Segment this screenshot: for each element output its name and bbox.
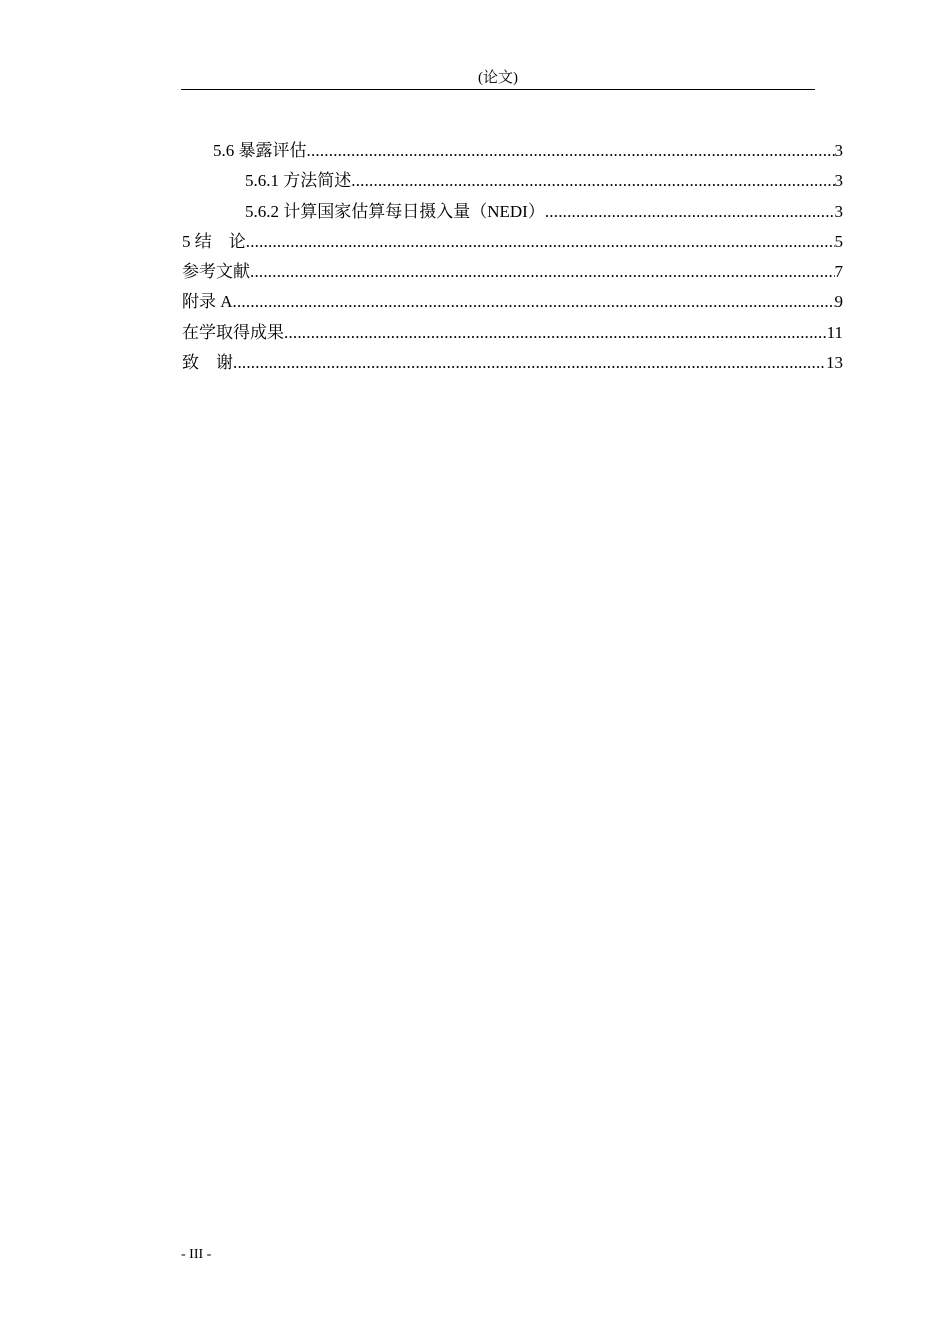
toc-entry-label: 5.6 暴露评估	[213, 141, 307, 160]
toc-dot-leader	[351, 166, 834, 196]
toc-entry-label: 参考文献	[182, 262, 250, 282]
toc-entry-label: 5.6.2 计算国家估算每日摄入量（NEDI）	[245, 201, 545, 221]
toc-entry-achievements[interactable]	[182, 318, 843, 348]
toc-entry-page: 3	[834, 201, 843, 221]
toc-entry-exposure-assessment[interactable]	[182, 136, 843, 166]
toc-entry-label: 致 谢	[182, 353, 233, 373]
toc-entry-conclusion[interactable]	[182, 227, 843, 257]
toc-entry-page: 11	[826, 322, 843, 342]
toc-dot-leader	[233, 348, 826, 378]
toc-entry-page: 3	[834, 141, 843, 160]
toc-entry-page: 13	[826, 353, 843, 373]
toc-dot-leader	[545, 197, 835, 227]
toc-entry-method-overview[interactable]	[182, 166, 843, 196]
header-rule	[181, 89, 815, 90]
toc-entry-label: 5.6.1 方法简述	[245, 171, 352, 191]
toc-entry-label: 附录 A	[182, 292, 233, 312]
toc-entry-nedi[interactable]	[182, 197, 843, 227]
page-number: - III -	[181, 1247, 212, 1262]
toc-dot-leader	[233, 287, 835, 317]
toc-dot-leader	[250, 257, 835, 287]
table-of-contents	[182, 136, 843, 378]
toc-dot-leader	[284, 318, 827, 348]
toc-dot-leader	[307, 136, 835, 166]
toc-dot-leader	[246, 227, 835, 257]
toc-entry-acknowledgements[interactable]	[182, 348, 843, 378]
toc-entry-label: 5 结 论	[182, 231, 246, 251]
toc-entry-page: 3	[834, 171, 843, 191]
toc-entry-page: 7	[834, 262, 843, 282]
toc-entry-page: 9	[834, 292, 843, 312]
toc-entry-label: 在学取得成果	[182, 322, 284, 342]
toc-entry-page: 5	[834, 231, 843, 251]
toc-entry-appendix-a[interactable]	[182, 287, 843, 317]
page-header: (论文)	[478, 70, 518, 86]
toc-entry-references[interactable]	[182, 257, 843, 287]
